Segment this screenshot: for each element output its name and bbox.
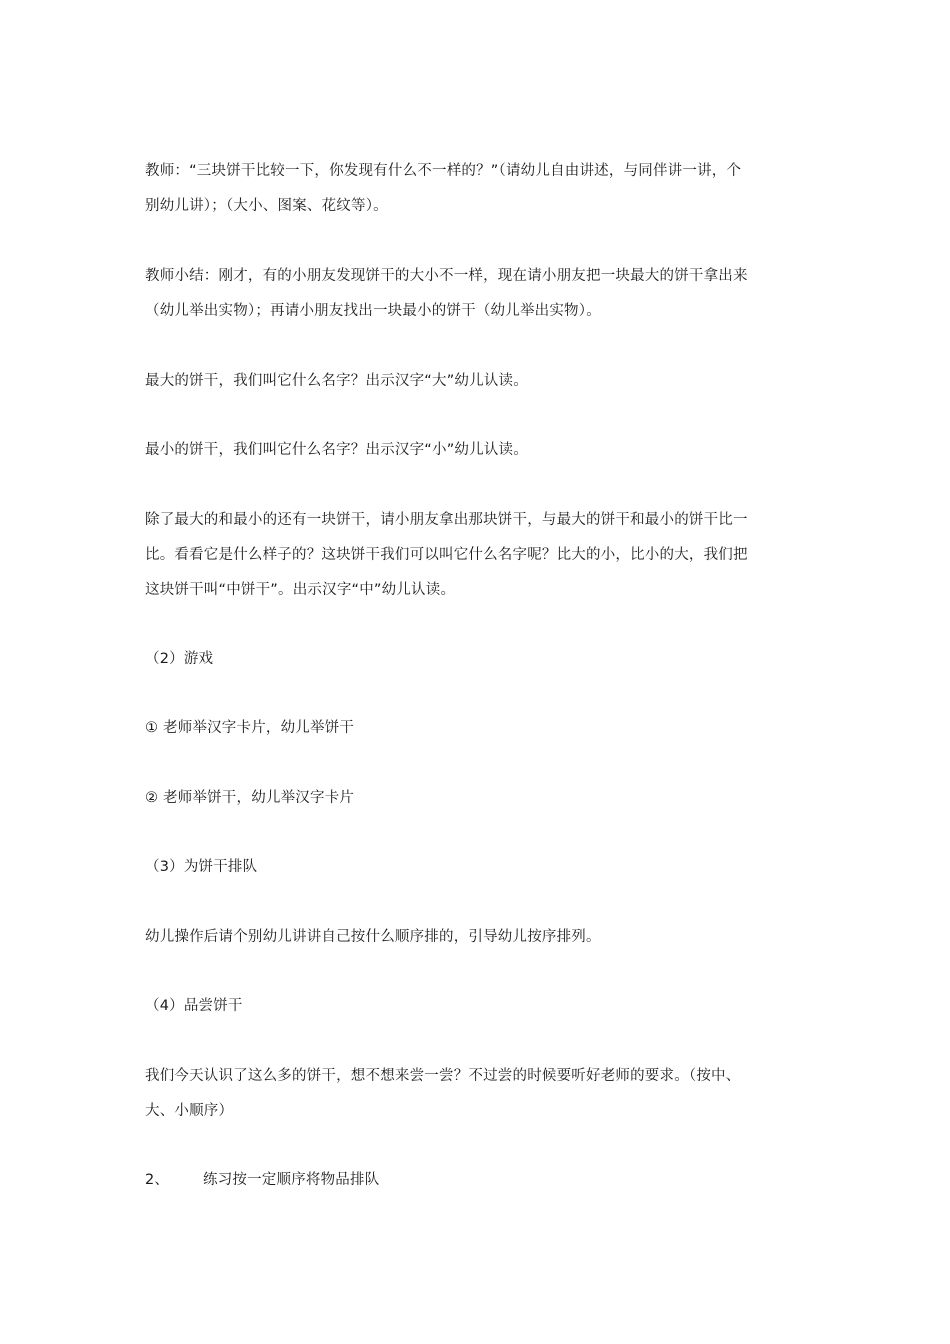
paragraph-line: 教师：“三块饼干比较一下，你发现有什么不一样的？”（请幼儿自由讲述，与同伴讲一讲，个 xyxy=(145,163,742,179)
section-heading-2 xyxy=(145,1170,379,1190)
paragraph-line: 比。看看它是什么样子的？这块饼干我们可以叫它什么名字呢？比大的小，比小的大，我们把 xyxy=(145,547,748,563)
heading-text: 练习按一定顺序将物品排队 xyxy=(203,1172,380,1188)
paragraph-line: 最小的饼干，我们叫它什么名字？出示汉字“小”幼儿认读。 xyxy=(145,442,528,458)
list-item: ① 老师举汉字卡片，幼儿举饼干 xyxy=(145,720,355,736)
list-item: ② 老师举饼干，幼儿举汉字卡片 xyxy=(145,790,355,806)
heading-number: 2、 xyxy=(145,1172,170,1188)
paragraph-line: 大、小顺序） xyxy=(145,1103,234,1119)
section-heading-taste: （4）品尝饼干 xyxy=(145,998,243,1014)
paragraph-line: （幼儿举出实物）；再请小朋友找出一块最小的饼干（幼儿举出实物）。 xyxy=(145,303,601,319)
paragraph-line: 这块饼干叫“中饼干”。出示汉字“中”幼儿认读。 xyxy=(145,582,456,598)
paragraph-line: 教师小结：刚才，有的小朋友发现饼干的大小不一样，现在请小朋友把一块最大的饼干拿出来 xyxy=(145,268,748,284)
section-heading-sort: （3）为饼干排队 xyxy=(145,859,258,875)
paragraph-line: 最大的饼干，我们叫它什么名字？出示汉字“大”幼儿认读。 xyxy=(145,373,528,389)
paragraph-line: 我们今天认识了这么多的饼干，想不想来尝一尝？不过尝的时候要听好老师的要求。（按中、 xyxy=(145,1068,741,1084)
paragraph-line: 别幼儿讲）；（大小、图案、花纹等）。 xyxy=(145,198,388,214)
paragraph-line: 幼儿操作后请个别幼儿讲讲自己按什么顺序排的，引导幼儿按序排列。 xyxy=(145,929,601,945)
paragraph-line: 除了最大的和最小的还有一块饼干，请小朋友拿出那块饼干，与最大的饼干和最小的饼干比一 xyxy=(145,512,748,528)
section-heading-game: （2）游戏 xyxy=(145,651,214,667)
